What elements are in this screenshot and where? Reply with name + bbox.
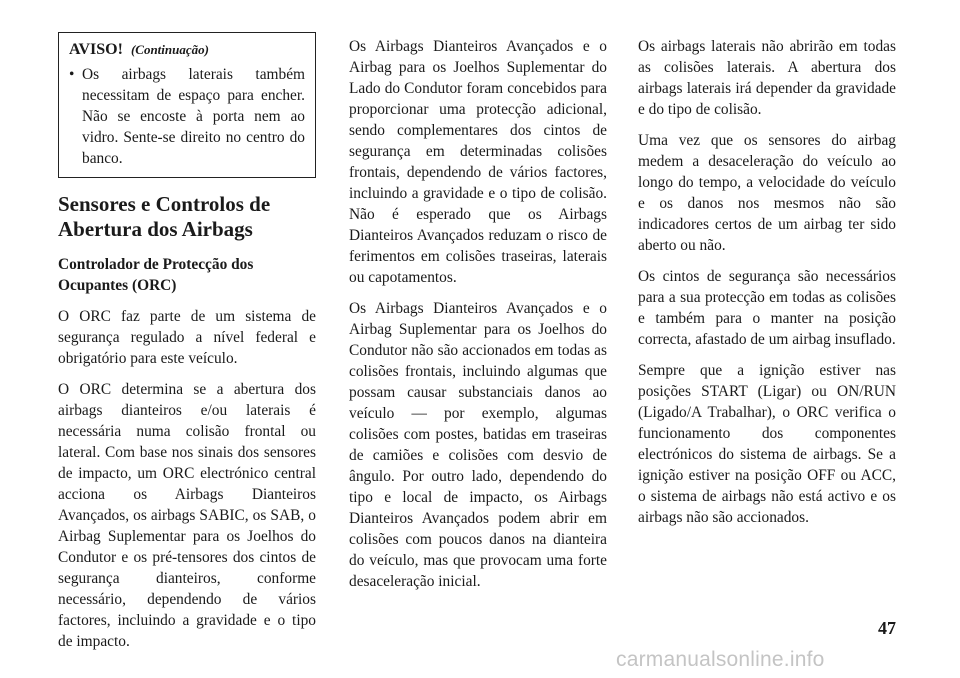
paragraph: O ORC faz parte de um sistema de segurança regulado a nível federal e obrigatório para este veículo. [58, 308, 316, 367]
paragraph: Os Airbags Dianteiros Avançados e o Airbag Suplementar para os Joelhos do Condutor não são accionados em todas as colisões frontais, incluindo algumas que possam causar substanciais danos ao veículo — por exemplo, algumas colisões com postes, batidas em traseiras de camiões e colisões com desvio de ângulo. Por outro lado, dependendo do tipo e local de impacto, os Airbags Dianteiros Avançados podem abrir em colisões com poucos danos na dianteira do veículo, mas que provocam uma forte desaceleração inicial. [349, 300, 607, 590]
column-middle [349, 36, 607, 602]
warning-title: AVISO! [69, 41, 123, 58]
watermark: carmanualsonline.info [616, 648, 825, 671]
warning-list [69, 64, 305, 169]
column-left [58, 32, 316, 662]
warning-item: • Os airbags laterais também necessitam de espaço para encher. Não se encoste à porta nem ao vidro. Sente-se direito no centro do banco. [69, 64, 305, 169]
paragraph: Os airbags laterais não abrirão em todas as colisões laterais. A abertura dos airbags laterais irá depender da gravidade e do tipo de colisão. [638, 38, 896, 118]
warning-box [58, 32, 316, 178]
paragraph: O ORC determina se a abertura dos airbags dianteiros e/ou laterais é necessária numa colisão frontal ou lateral. Com base nos sinais dos sensores de impacto, um ORC electrónico central acciona os Airbags Dianteiros Avançados, os airbags SABIC, os SAB, o Airbag Suplementar para os Joelhos do Condutor e os pré-tensores dos cintos de segurança dianteiros, conforme necessário, dependendo de vários factores, incluindo a gravidade e o tipo de impacto. [58, 381, 316, 650]
paragraph: Uma vez que os sensores do airbag medem a desaceleração do veículo ao longo do tempo, a velocidade do veículo e os danos nos mesmos não são indicadores certos de um airbag ter sido aberto ou não. [638, 132, 896, 254]
paragraph: Os Airbags Dianteiros Avançados e o Airbag para os Joelhos Suplementar do Lado do Condutor foram concebidos para proporcionar uma protecção adicional, sendo complementares dos cintos de segurança em determinadas colisões frontais, dependendo de vários factores, incluindo a gravidade e o tipo de colisão. Não é esperado que os Airbags Dianteiros Avançados reduzam o risco de ferimentos em colisões traseiras, laterais ou capotamentos. [349, 38, 607, 286]
paragraph: Os cintos de segurança são necessários para a sua protecção em todas as colisões e também para o manter na posição correcta, afastado de um airbag insuflado. [638, 268, 896, 348]
subsection-title: Controlador de Protecção dos Ocupantes (ORC) [58, 256, 254, 294]
section-title: Sensores e Controlos de Abertura dos Airbags [58, 192, 271, 241]
warning-header [69, 39, 305, 60]
warning-continuation: (Continuação) [130, 42, 209, 57]
column-right [638, 36, 896, 538]
page-number: 47 [878, 618, 896, 638]
paragraph: Sempre que a ignição estiver nas posições START (Ligar) ou ON/RUN (Ligado/A Trabalhar), o ORC verifica o funcionamento dos componentes electrónicos do sistema de airbags. Se a ignição estiver na posição OFF ou ACC, o sistema de airbags não está activo e os airbags não são accionados. [638, 362, 896, 526]
